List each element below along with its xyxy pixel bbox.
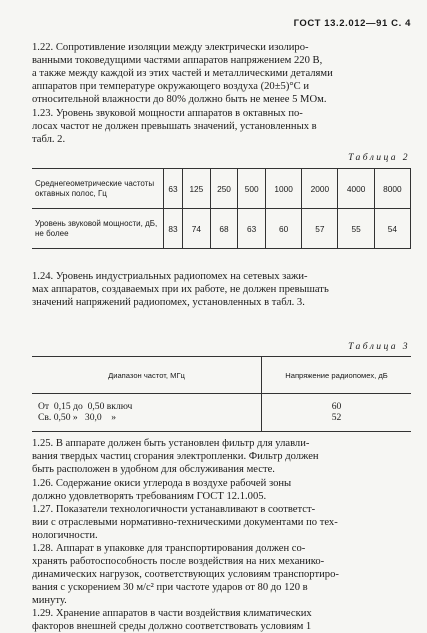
table-cell: 4000 xyxy=(338,169,374,209)
table-3-values xyxy=(262,394,412,432)
table-3-col1-header: Диапазон частот, МГц xyxy=(32,357,262,394)
text-line: должно удовлетворять требованиям ГОСТ 12.1.005. xyxy=(32,491,267,503)
text-line: 1.27. Показатели технологичности устанавливают в соответст- xyxy=(32,504,316,515)
text-line: 1.26. Содержание окиси углерода в воздухе рабочей зоны xyxy=(32,478,292,489)
text-line: нологичности. xyxy=(32,530,98,542)
table-cell: От 0,15 до 0,50 включ xyxy=(38,401,133,412)
text-line: факторов внешней среды должно соответствовать условиям 1 xyxy=(32,621,312,633)
paragraph-1-23 xyxy=(32,107,411,146)
table-cell: 250 xyxy=(210,169,238,209)
table-cell: 57 xyxy=(302,209,338,249)
text-line: вания твердых частиц сгорания электропленки. Фильтр должен xyxy=(32,451,319,463)
table-2 xyxy=(32,168,411,249)
table-2-row2-label: Уровень звуковой мощности, дБ, не более xyxy=(32,209,164,249)
text-line: аппаратов при температуре окружающего воздуха (20±5)°С и xyxy=(32,81,309,93)
table-cell: 60 xyxy=(265,209,301,249)
table-2-row1-label: Среднегеометрические частоты октавных полос, Гц xyxy=(32,169,164,209)
text-line: минуту. xyxy=(32,595,67,607)
paragraph-1-25 xyxy=(32,437,411,476)
text-line: 1.23. Уровень звуковой мощности аппаратов в октавных по- xyxy=(32,108,303,119)
paragraph-1-24 xyxy=(32,270,411,309)
table-cell: 2000 xyxy=(302,169,338,209)
paragraph-1-29 xyxy=(32,607,411,633)
table-cell: 83 xyxy=(164,209,183,249)
text-line: лосах частот не должен превышать значений, установленных в xyxy=(32,121,317,133)
text-line: ванными токоведущими частями аппаратов напряжением 220 В, xyxy=(32,55,323,67)
paragraph-1-27 xyxy=(32,503,411,542)
table-cell: 63 xyxy=(238,209,266,249)
text-line: хранять работоспособность после воздействия на них механико- xyxy=(32,556,325,568)
text-line: вии с отраслевыми нормативно-техническими документами по тех- xyxy=(32,517,338,529)
table-3-caption: Таблица 3 xyxy=(348,341,410,352)
text-line: 1.29. Хранение аппаратов в части воздействия климатических xyxy=(32,608,312,619)
table-cell: 54 xyxy=(374,209,410,249)
table-3 xyxy=(32,356,411,432)
text-line: динамических нагрузок, соответствующих условиям транспортиро- xyxy=(32,569,339,581)
table-cell: 1000 xyxy=(265,169,301,209)
text-line: 1.24. Уровень индустриальных радиопомех на сетевых зажи- xyxy=(32,271,308,282)
table-cell: 55 xyxy=(338,209,374,249)
table-cell: 125 xyxy=(183,169,211,209)
page-header: ГОСТ 13.2.012—91 С. 4 xyxy=(293,18,411,29)
text-line: 1.22. Сопротивление изоляции между электрически изолиро- xyxy=(32,42,309,53)
table-cell: 74 xyxy=(183,209,211,249)
paragraph-1-28 xyxy=(32,542,411,607)
table-cell: 500 xyxy=(238,169,266,209)
table-3-col2-header: Напряжение радиопомех, дБ xyxy=(262,357,412,394)
table-cell: 68 xyxy=(210,209,238,249)
table-cell: 63 xyxy=(164,169,183,209)
text-line: табл. 2. xyxy=(32,134,66,146)
table-3-ranges xyxy=(32,394,262,432)
text-line: а также между каждой из этих частей и металлическими деталями xyxy=(32,68,333,80)
text-line: быть расположен в удобном для обслуживания месте. xyxy=(32,464,275,476)
paragraph-1-26 xyxy=(32,477,411,503)
text-line: значений напряжений радиопомех, установленных в табл. 3. xyxy=(32,297,305,309)
table-cell: 52 xyxy=(331,412,342,423)
text-line: 1.25. В аппарате должен быть установлен фильтр для улавли- xyxy=(32,438,310,449)
paragraph-1-22 xyxy=(32,41,411,106)
text-line: вания с ускорением 30 м/с² при частоте ударов от 80 до 120 в xyxy=(32,582,308,594)
table-2-caption: Таблица 2 xyxy=(348,152,410,163)
table-cell: 60 xyxy=(331,401,342,412)
table-cell: Св. 0,50 » 30,0 » xyxy=(38,412,117,423)
text-line: мах аппаратов, создаваемых при их работе, не должен превышать xyxy=(32,284,329,296)
table-cell: 8000 xyxy=(374,169,410,209)
text-line: относительной влажности до 80% должно быть не менее 5 МОм. xyxy=(32,94,327,106)
text-line: 1.28. Аппарат в упаковке для транспортирования должен со- xyxy=(32,543,306,554)
